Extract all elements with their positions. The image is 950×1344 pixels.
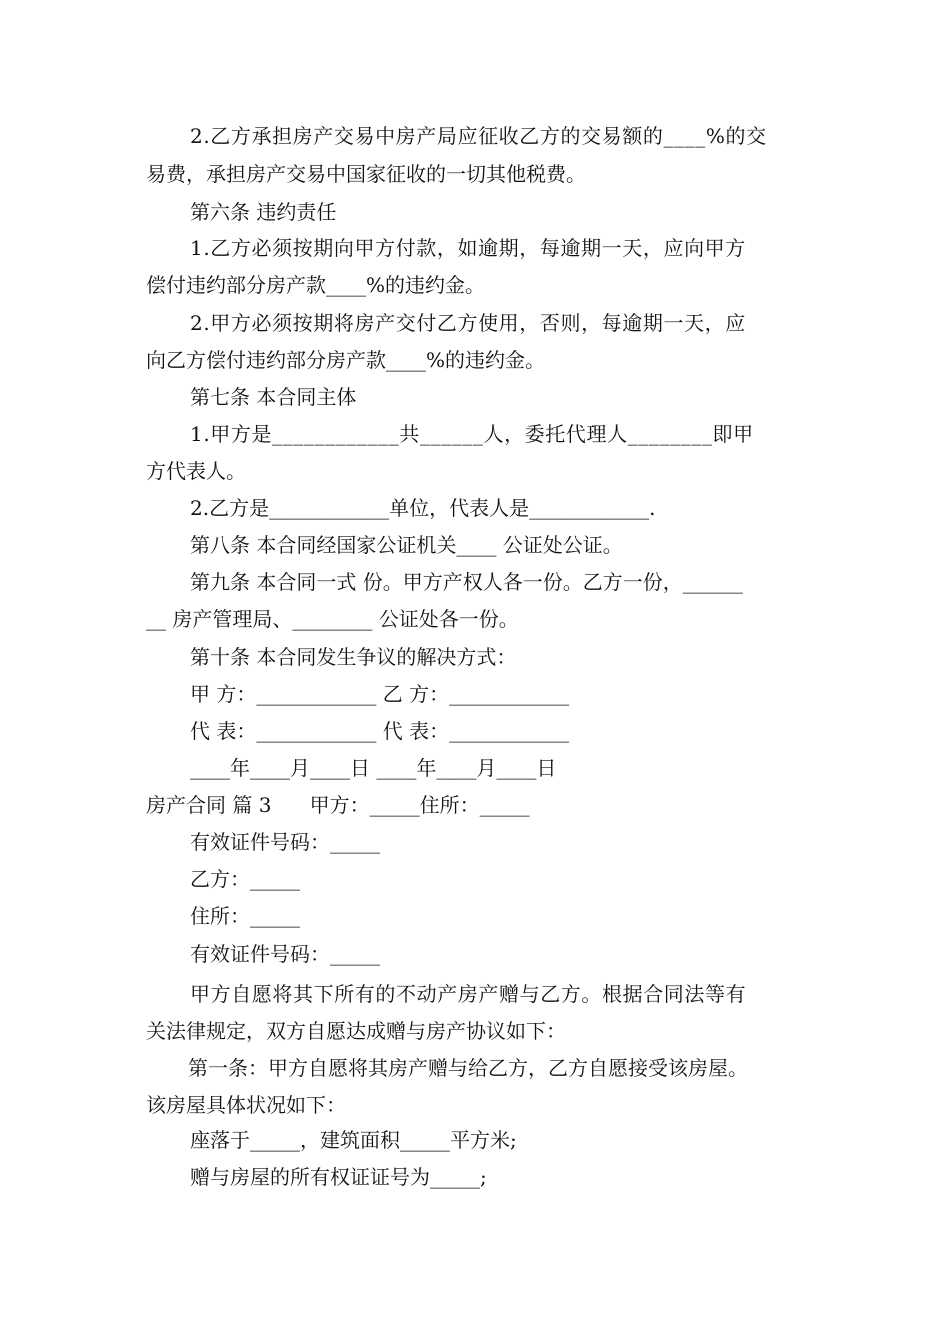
signature-line: 代 表：____________ 代 表：____________ xyxy=(190,719,570,743)
paragraph-line: 该房屋具体状况如下： xyxy=(146,1093,346,1117)
date-line: ____年____月____日 ____年____月____日 xyxy=(190,756,557,780)
paragraph-line: 住所：_____ xyxy=(190,904,300,928)
paragraph-line: 第十条 本合同发生争议的解决方式： xyxy=(190,645,517,669)
paragraph-line: 座落于_____，建筑面积_____平方米; xyxy=(190,1128,517,1152)
paragraph-line: 向乙方偿付违约部分房产款____%的违约金。 xyxy=(146,348,546,372)
paragraph-line: 第一条：甲方自愿将其房产赠与给乙方，乙方自愿接受该房屋。 xyxy=(188,1056,748,1080)
paragraph-line: 第九条 本合同一式 份。甲方产权人各一份。乙方一份，______ xyxy=(190,570,743,594)
paragraph-line: 有效证件号码：_____ xyxy=(190,942,380,966)
signature-line: 甲 方：____________ 乙 方：____________ xyxy=(190,682,570,706)
paragraph-line: 甲方自愿将其下所有的不动产房产赠与乙方。根据合同法等有 xyxy=(190,982,747,1006)
paragraph-line: 偿付违约部分房产款____%的违约金。 xyxy=(146,273,486,297)
paragraph-line: 有效证件号码：_____ xyxy=(190,830,380,854)
paragraph-line: 方代表人。 xyxy=(146,459,246,483)
paragraph-line: 2.乙方承担房产交易中房产局应征收乙方的交易额的____%的交 xyxy=(190,124,767,148)
paragraph-line: 2.甲方必须按期将房产交付乙方使用，否则，每逾期一天，应 xyxy=(190,311,746,335)
paragraph-line: 1.乙方必须按期向甲方付款，如逾期，每逾期一天，应向甲方 xyxy=(190,236,746,260)
paragraph-line: 乙方：_____ xyxy=(190,867,300,891)
section-heading: 第六条 违约责任 xyxy=(190,200,337,224)
contract-heading-line: 房产合同 篇 3 甲方：_____住所：_____ xyxy=(146,793,530,817)
paragraph-line: 第八条 本合同经国家公证机关____ 公证处公证。 xyxy=(190,533,623,557)
paragraph-line: __ 房产管理局、________ 公证处各一份。 xyxy=(146,607,519,631)
paragraph-line: 1.甲方是____________共______人，委托代理人________即甲 xyxy=(190,422,754,446)
paragraph-line: 易费，承担房产交易中国家征收的一切其他税费。 xyxy=(146,162,586,186)
paragraph-line: 关法律规定，双方自愿达成赠与房产协议如下： xyxy=(146,1019,566,1043)
paragraph-line: 2.乙方是____________单位，代表人是____________. xyxy=(190,496,656,520)
paragraph-line: 赠与房屋的所有权证证号为_____; xyxy=(190,1165,487,1189)
section-heading: 第七条 本合同主体 xyxy=(190,385,357,409)
